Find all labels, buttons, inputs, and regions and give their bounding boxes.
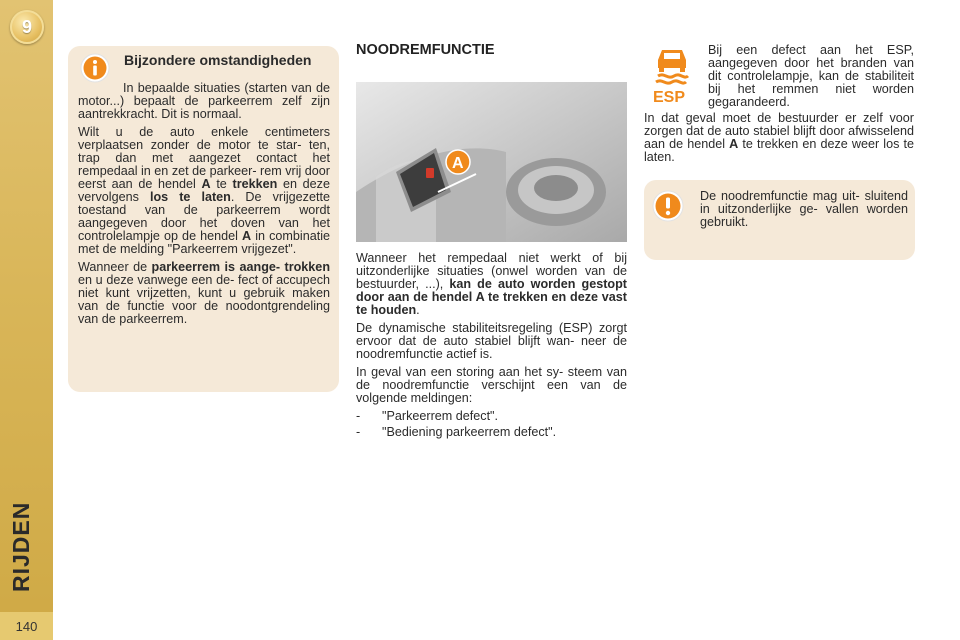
info-paragraph-3: Wanneer de parkeerrem is aange- trokken en u deze vanwege een de- fect of accupech niet kunt vrijzetten, kunt u gebruik maken van de functie voor de noodontgrendeling van de parkeerrem. [78,260,331,326]
info-box-text [78,82,330,331]
esp-warning-icon [650,44,694,104]
info-paragraph-1: In bepaalde situaties (starten van de motor...) bepaalt de parkeerrem zelf zijn aantrekkracht. Dit is normaal. [78,81,330,121]
chapter-number-badge [10,10,44,44]
info-box-title: Bijzondere omstandigheden [124,52,312,68]
main-paragraph-1: Wanneer het rempedaal niet werkt of bij uitzonderlijke situaties (onwel worden van de bestuurder, ...), kan de auto worden gestopt door aan de hendel A te trekken en deze vast te houden. [356,251,627,317]
right-text [644,112,914,169]
chapter-number: 9 [21,16,32,37]
esp-icon-label: ESP [653,89,686,104]
page-number: 140 [0,612,53,640]
main-paragraph-2: De dynamische stabiliteitsregeling (ESP) zorgt ervoor dat de auto stabiel blijft wan- neer de noodremfunctie actief is. [356,321,627,361]
esp-text: Bij een defect aan het ESP, aangegeven door het branden van dit controlelampje, kan de stabiliteit bij het remmen niet worden gegarandeerd. [708,43,914,109]
info-icon [80,53,110,83]
warning-note-text: De noodremfunctie mag uit- sluitend in uitzonderlijke ge- vallen worden gebruikt. [700,189,908,229]
right-paragraph-1: In dat geval moet de bestuurder er zelf voor zorgen dat de auto stabiel blijft door afwisselend aan de hendel A te trekken en deze weer los te laten. [644,111,914,164]
list-item: - "Parkeerrem defect". [356,409,499,423]
section-title: NOODREMFUNCTIE [356,42,495,58]
info-paragraph-2: Wilt u de auto enkele centimeters verplaatsen zonder de motor te star- ten, trap dan met aangezet contact het rempedaal in en zet de parkeer- rem vrij door eerst aan de hendel A te trekken en deze vervolgens los te laten. De vrijgezette toestand van de parkeerrem wordt aangegeven door het doven van het controlelampje op de hendel A in combinatie met de melding "Parkeerrem vrijgezet". [78,125,331,256]
main-text [356,252,627,442]
lever-label: A [452,155,464,172]
main-paragraph-3: In geval van een storing aan het sy- steem van de noodremfunctie verschijnt een van de volgende meldingen: [356,365,627,405]
parking-brake-lever-photo [356,82,627,242]
chapter-title [8,552,35,592]
list-item: - "Bediening parkeerrem defect". [356,425,557,439]
warning-icon [652,190,684,222]
